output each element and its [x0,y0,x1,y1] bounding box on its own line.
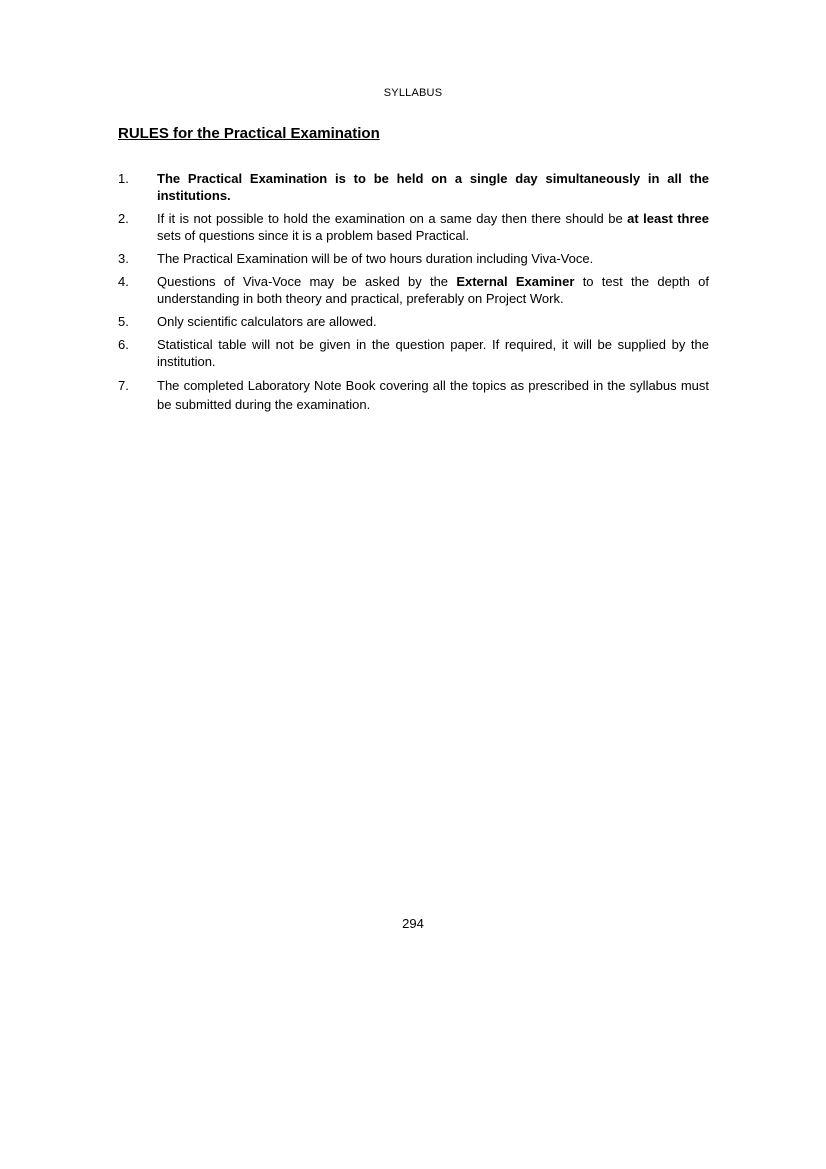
rule-text-segment: If it is not possible to hold the examination on a same day then there should be [157,211,628,226]
rule-number: 7. [118,378,129,393]
rule-text-segment: The Practical Examination will be of two hours duration including Viva-Voce. [157,251,594,266]
rule-text-segment: Only scientific calculators are allowed. [157,314,377,329]
rule-number: 4. [118,274,129,289]
rule-text [157,336,709,370]
rule-text-emphasis: at least three [627,211,710,226]
rule-text [157,313,709,330]
rule-number: 3. [118,251,129,266]
rule-text [157,170,709,204]
rule-text [157,273,709,307]
rule-text-emphasis: The Practical Examination is to be held on a single day simultaneously in all the institutions. [157,171,709,203]
rule-number: 6. [118,337,129,352]
rule-text [157,250,709,267]
rule-item [118,250,709,267]
rule-item [118,376,709,414]
rule-text-segment: The completed Laboratory Note Book covering all the topics as prescribed in the syllabus must be submitted during the examination. [157,378,709,412]
rule-number: 1. [118,171,129,186]
rule-item [118,313,709,330]
rule-item [118,210,709,244]
rule-text-segment: sets of questions since it is a problem based Practical. [157,228,470,243]
rule-item [118,170,709,204]
page-number: 294 [402,916,424,931]
rule-item [118,336,709,370]
rule-number: 2. [118,211,129,226]
rule-text-segment: Statistical table will not be given in the question paper. If required, it will be supplied by the institution. [157,337,709,369]
rule-text [157,210,709,244]
rules-list [118,170,709,414]
rule-text-segment: to test the depth of understanding in both theory and practical, preferably on Project Work. [157,274,709,306]
rule-item [118,273,709,307]
rule-number: 5. [118,314,129,329]
rule-text [157,376,709,414]
rule-text-segment: Questions of Viva-Voce may be asked by the [157,274,457,289]
section-title: RULES for the Practical Examination [118,125,380,142]
running-header: SYLLABUS [383,87,443,99]
rule-text-emphasis: External Examiner [456,274,575,289]
